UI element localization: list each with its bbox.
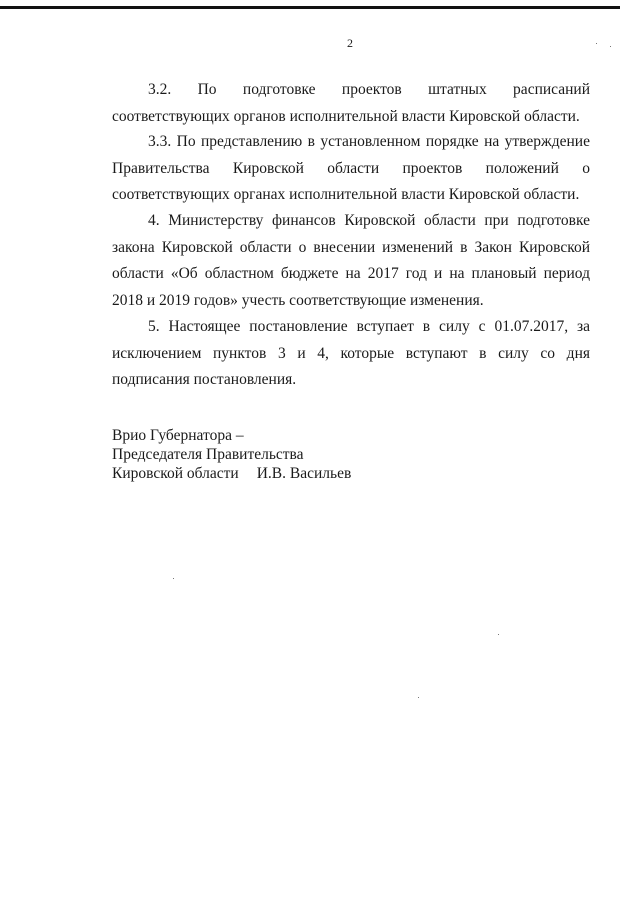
signature-block	[112, 426, 351, 483]
scan-speck	[418, 697, 419, 698]
scan-speck	[498, 634, 499, 635]
scan-speck	[596, 43, 597, 44]
paragraph-3-3	[112, 129, 590, 209]
paragraph-text: 4. Министерству финансов Кировской области при подготовке закона Кировской области о внесении изменений в Закон Кировской области «Об областном бюджете на 2017 год и на плановый период 2018 и 2019 годов» учесть соответствующие изменения.	[112, 212, 590, 309]
paragraph-5	[112, 314, 590, 394]
page-number: 2	[347, 36, 353, 50]
scan-speck	[173, 578, 174, 579]
scan-speck	[610, 46, 611, 47]
paragraph-4	[112, 208, 590, 314]
paragraph-3-2	[112, 77, 590, 130]
signature-title-line2: Председателя Правительства	[112, 446, 304, 463]
top-border-rule	[0, 6, 620, 9]
signature-title-line1: Врио Губернатора –	[112, 427, 244, 444]
signature-title-line3	[112, 464, 351, 483]
signatory-name: И.В. Васильев	[256, 465, 352, 482]
paragraph-text: 3.2. По подготовке проектов штатных расписаний соответствующих органов исполнительной власти Кировской области.	[112, 81, 590, 125]
paragraph-text: 5. Настоящее постановление вступает в силу с 01.07.2017, за исключением пунктов 3 и 4, которые вступают в силу со дня подписания постановления.	[112, 318, 590, 388]
paragraph-text: 3.3. По представлению в установленном порядке на утверждение Правительства Кировской области проектов положений о соответствующих органах исполнительной власти Кировской области.	[112, 133, 590, 203]
signature-region: Кировской области	[112, 465, 239, 482]
